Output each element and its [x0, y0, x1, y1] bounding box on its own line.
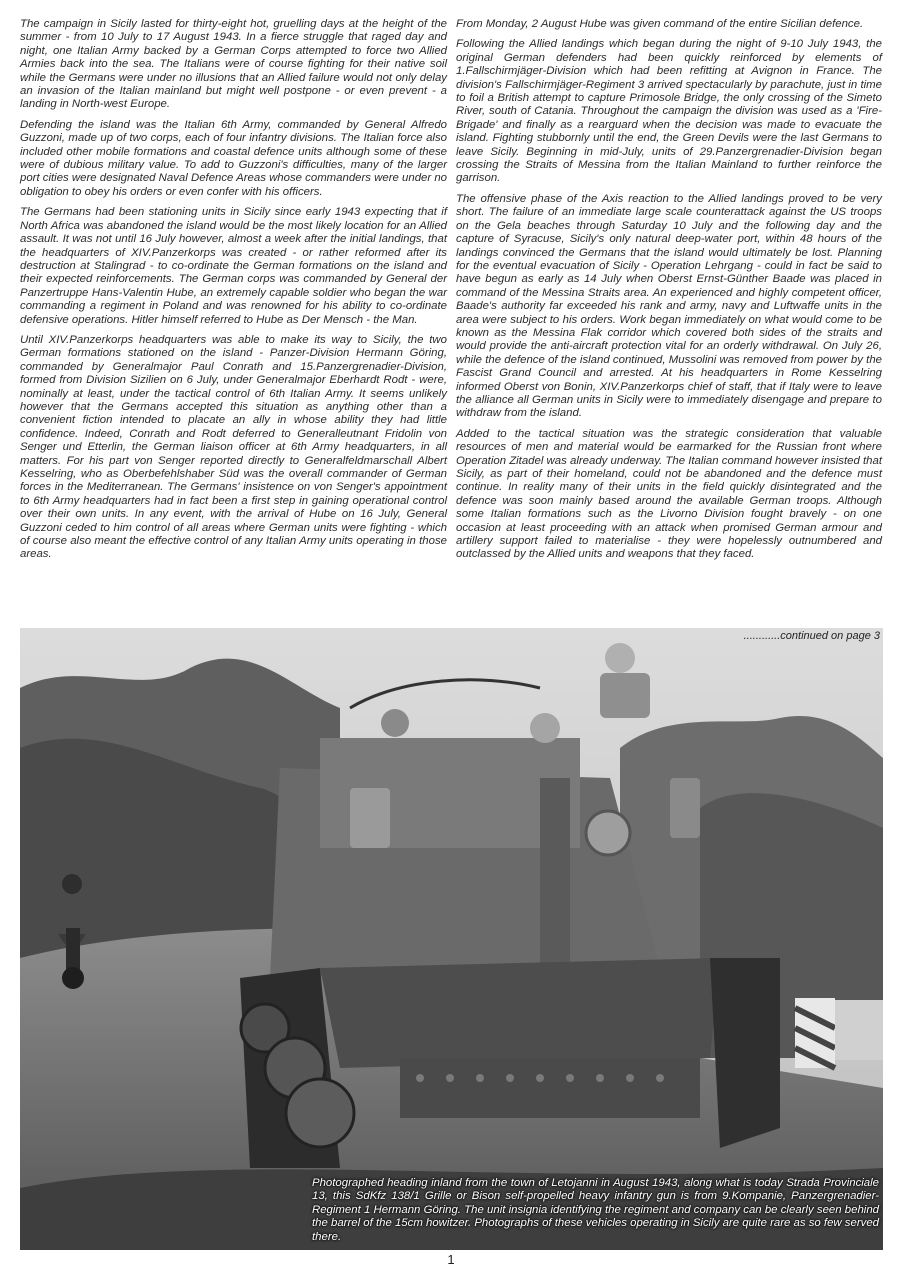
paragraph: Until XIV.Panzerkorps headquarters was able to make its way to Sicily, the two German formations stationed on the island - Panzer-Division Hermann Göring, commanded by Generalmajor Paul Conrath and 15.Panzergrenadier-Division, formed from Division Sizilien on 6 July, under Generalmajor Eberhardt Rodt - were, nominally at least, under the tactical control of 6th Italian Army. It seems unlikely however that the Germans accepted this situation as anything other than a convenient fiction intended to placate an ally in whose ability they had little confidence. Indeed, Conrath and Rodt deferred to Generalleutnant Fridolin von Senger und Etterlin, the German liaison officer at 6th Army headquarters, in all matters. For his part von Senger reported directly to Generalfeldmarschall Albert Kesselring, who as Oberbefehlshaber Süd was the overall commander of German forces in the Mediterranean. The Germans' insistence on von Senger's appointment to 6th Army headquarters had in fact been a first step in gaining operational control over their own units. In any event, with the arrival of Hube on 16 July, General Guzzoni ceded to him control of all areas where German units were fighting - which of course also meant the effective control of any Italian Army units operating in those areas.: [20, 333, 447, 561]
paragraph: The offensive phase of the Axis reaction to the Allied landings proved to be very short. The failure of an immediate large scale counterattack against the US troops on the Gela beaches through Saturday 10 July and the following day and the capture of Syracuse, Sicily's only natural deep-water port, within 48 hours of the landings convinced the Germans that the island would ultimately be lost. Planning for the eventual evacuation of Sicily - Operation Lehrgang - could in fact be said to have begun as early as 14 July when Oberst Ernst-Günther Baade was placed in command of the Messina Straits area. An experienced and highly competent officer, Baade's authority far exceeded his rank and army, navy and Luftwaffe units in the area were subject to his orders. Work began immediately on what would come to be known as the Messina Flak corridor which covered both sides of the straits and would provide the anti-aircraft protection vital for an orderly withdrawal. On July 26, while the defence of the island continued, Mussolini was removed from power by the Fascist Grand Council and arrested. At his headquarters in Rome Kesselring informed Oberst von Bonin, XIV.Panzerkorps chief of staff, that if Italy were to leave the alliance all German units in Sicily were to immediately disengage and prepare to withdraw from the island.: [456, 192, 882, 420]
paragraph: The campaign in Sicily lasted for thirty-eight hot, gruelling days at the height of the summer - from 10 July to 17 August 1943. In a fierce struggle that raged day and night, one Italian Army backed by a German Corps attempted to force two Allied Armies back into the sea. The Italians were of course fighting for their native soil while the Germans were under no illusions that an Allied failure would not only delay an invasion of the Italian mainland but might well postpone - or even prevent - a landing in North-west Europe.: [20, 18, 447, 111]
photo-caption: Photographed heading inland from the town of Letojanni in August 1943, along what is today Strada Provinciale 13, this SdKfz 138/1 Grille or Bison self-propelled heavy infantry gun is from 9.Kompanie, Panzergrenadier-Regiment 1 Hermann Göring. The unit insignia identifying the regiment and company can be clearly seen behind the barrel of the 15cm howitzer. Photographs of these vehicles operating in Sicily are quite rare as so few served there.: [312, 1176, 879, 1243]
left-text-column: [20, 18, 447, 569]
paragraph: Following the Allied landings which began during the night of 9-10 July 1943, the original German defenders had been quickly reinforced by elements of 1.Fallschirmjäger-Division which had been refitting at Avignon in France. The division's Fallschirmjäger-Regiment 3 arrived spectacularly by parachute, just in time to foil a British attempt to capture Primosole Bridge, the only crossing of the Simeto River, south of Catania. Throughout the campaign the division was used as a 'Fire-Brigade' and finally as a rearguard when the decision was made to evacuate the island. Fighting stubbornly until the end, the Green Devils were the last Germans to leave Sicily. Beginning in mid-July, units of 29.Panzergrenadier-Division began crossing the Straits of Messina from the Italian Mainland to further reinforce the garrison.: [456, 38, 882, 185]
paragraph: Defending the island was the Italian 6th Army, commanded by General Alfredo Guzzoni, made up of two corps, each of four infantry divisions. The Italian force also included other mobile formations and coastal defence units although some of these were of dubious military value. To add to Guzzoni's difficulties, many of the larger port cities were designated Naval Defence Areas whose commanders were under no obligation to obey his orders or even confer with his officers.: [20, 118, 447, 198]
historical-photograph: [20, 628, 883, 1250]
continued-note: ............continued on page 3: [743, 630, 880, 642]
page-number: 1: [447, 1252, 455, 1267]
right-text-column: [456, 18, 882, 569]
paragraph: From Monday, 2 August Hube was given command of the entire Sicilian defence.: [456, 18, 864, 30]
paragraph: The Germans had been stationing units in Sicily since early 1943 expecting that if North Africa was abandoned the island would be the most likely location for an Allied assault. It was not until 16 July however, almost a week after the initial landings, that the headquarters of XIV.Panzerkorps was created - or rather reformed after its destruction at Stalingrad - to co-ordinate the German formations on the island and their expected reinforcements. The German corps was commanded by General der Panzertruppe Hans-Valentin Hube, an extremely capable soldier who began the war commanding a regiment in Poland and was renowned for his ability to co-ordinate defensive operations. Hitler himself referred to Hube as Der Mensch - the Man.: [20, 206, 447, 326]
paragraph: Added to the tactical situation was the strategic consideration that valuable resources of men and material would be earmarked for the Russian front where Operation Zitadel was already underway. The Italian command however insisted that Sicily, as part of their homeland, could not be abandoned and the defence must continue. In reality many of their units in the field quickly disintegrated and the defence was soon mainly based around the available German troops. Although some Italian formations such as the Livorno Division fought bravely - on one occasion at least proceeding with an attack when promised German armour and artillery support failed to materialise - they were hopelessly outnumbered and outclassed by the Allied units and weapons that they faced.: [456, 427, 882, 561]
